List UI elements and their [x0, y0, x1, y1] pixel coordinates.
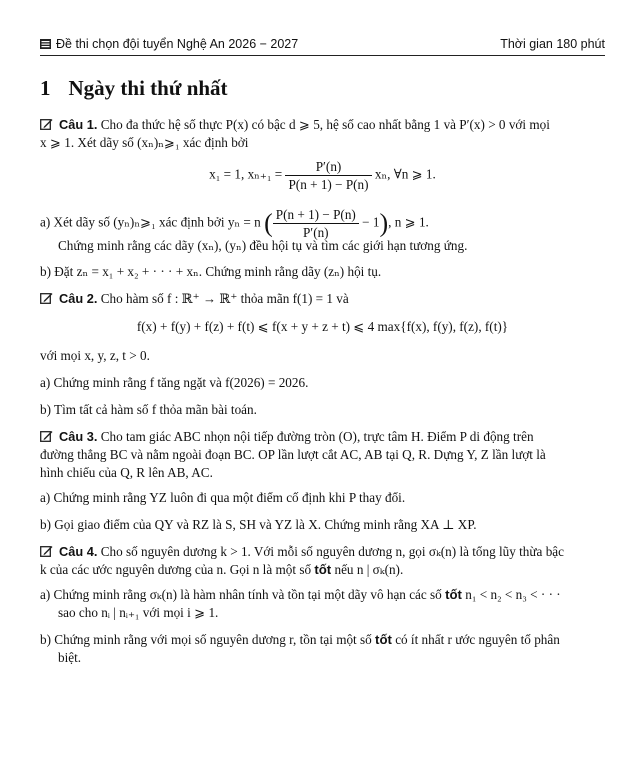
q4-part-b-line1	[40, 631, 605, 649]
q1-a-den: P′(n)	[302, 225, 329, 240]
section-heading	[40, 76, 228, 101]
page-header	[40, 37, 605, 53]
q3-part-a: a) Chứng minh rằng YZ luôn đi qua một điểm cố định khi P thay đổi.	[40, 490, 406, 505]
q1-part-b: b) Đặt zₙ = x₁ + x₂ + · · · + xₙ. Chứng minh rằng dãy (zₙ) hội tụ.	[40, 264, 382, 279]
q4-intro-line1	[40, 543, 605, 561]
q1-recurrence	[40, 158, 605, 193]
q1-eq-num: P′(n)	[285, 158, 371, 176]
q4-intro-l2-pre: k của các ước nguyên dương của n. Gọi n là một số	[40, 562, 312, 577]
paren-close: )	[379, 208, 389, 238]
q1-eq-fraction	[285, 158, 371, 193]
q2-label: Câu 2.	[59, 291, 98, 306]
q4-part-a-line2: sao cho nᵢ | nᵢ₊₁ với mọi i ⩾ 1.	[58, 605, 219, 620]
q1-eq-right: xₙ, ∀n ⩾ 1.	[374, 166, 436, 182]
q3-intro-text1: Cho tam giác ABC nhọn nội tiếp đường tròn (O), trực tâm H. Điểm P di động trên	[100, 429, 534, 444]
q1-a-post: − 1	[362, 214, 380, 230]
q1-eq-left: x₁ = 1, xₙ₊₁ =	[209, 166, 283, 182]
q1-intro-text1: Cho đa thức hệ số thực P(x) có bậc d ⩾ 5, hệ số cao nhất bằng 1 và P′(x) > 0 với mọi	[100, 117, 550, 132]
edit-icon	[40, 430, 53, 442]
q4-label: Câu 4.	[59, 544, 98, 559]
q1-intro-line2: x ⩾ 1. Xét dãy số (xₙ)ₙ⩾₁ xác định bởi	[40, 135, 249, 150]
q1-a-tail: , n ⩾ 1.	[388, 214, 429, 230]
edit-icon	[40, 545, 53, 557]
q1-a-fraction	[273, 206, 359, 241]
notebook-icon	[40, 39, 51, 49]
q1-part-a	[40, 206, 605, 241]
edit-icon	[40, 292, 53, 304]
edit-icon	[40, 118, 53, 130]
q3-part-b: b) Gọi giao điểm của QY và RZ là S, SH và YZ là X. Chứng minh rằng XA ⊥ XP.	[40, 517, 477, 532]
q4-a-post: n₁ < n₂ < n₃ < · · ·	[465, 587, 561, 602]
header-left	[40, 37, 298, 51]
header-title: Đề thi chọn đội tuyển Nghệ An 2026 − 2027	[56, 37, 299, 51]
q4-b-post: có ít nhất r ước nguyên tố phân	[395, 632, 560, 647]
q2-intro-text: Cho hàm số f : ℝ⁺ → ℝ⁺ thỏa mãn f(1) = 1 và	[100, 291, 349, 306]
q3-intro-line2: đường thẳng BC và nằm ngoài đoạn BC. OP lần lượt cắt AC, AB tại Q, R. Dựng Y, Z lần lượt là	[40, 447, 546, 462]
header-rule	[40, 55, 605, 56]
q4-intro-text1: Cho số nguyên dương k > 1. Với mỗi số nguyên dương n, gọi σₖ(n) là tổng lũy thừa bậc	[100, 544, 564, 559]
q4-intro-line2	[40, 561, 605, 579]
q3-intro-line1	[40, 428, 605, 446]
q3-label: Câu 3.	[59, 429, 98, 444]
q4-b-pre: b) Chứng minh rằng với mọi số nguyên dương r, tồn tại một số	[40, 632, 372, 647]
q2-inequality: f(x) + f(y) + f(z) + f(t) ⩽ f(x + y + z + t) ⩽ 4 max{f(x), f(y), f(z), f(t)}	[136, 319, 509, 334]
q4-intro-l2-post: nếu n | σₖ(n).	[334, 562, 404, 577]
q4-part-b-line2: biệt.	[58, 650, 82, 665]
keyword-tot: tốt	[375, 632, 392, 647]
q4-a-pre: a) Chứng minh rằng σₖ(n) là hàm nhân tính và tồn tại một dãy vô hạn các số	[40, 587, 442, 602]
q1-eq-den: P(n + 1) − P(n)	[288, 177, 369, 192]
q1-a-pre: a) Xét dãy số (yₙ)ₙ⩾₁ xác định bởi yₙ = n	[40, 214, 261, 230]
header-time: Thời gian 180 phút	[500, 37, 605, 51]
q3-intro-line3: hình chiếu của Q, R lên AB, AC.	[40, 465, 213, 480]
q1-label: Câu 1.	[59, 117, 98, 132]
section-title: Ngày thi thứ nhất	[68, 76, 228, 100]
keyword-tot: tốt	[445, 587, 462, 602]
q1-a-num: P(n + 1) − P(n)	[273, 206, 359, 224]
keyword-tot: tốt	[314, 562, 332, 577]
q1-part-a-line2: Chứng minh rằng các dãy (xₙ), (yₙ) đều hội tụ và tìm các giới hạn tương ứng.	[58, 238, 468, 253]
q1-intro-line1	[40, 116, 605, 134]
q4-part-a-line1	[40, 586, 605, 604]
paren-open: (	[264, 208, 273, 238]
q2-condition: với mọi x, y, z, t > 0.	[40, 348, 150, 363]
q2-part-a: a) Chứng minh rằng f tăng ngặt và f(2026) = 2026.	[40, 375, 309, 390]
q2-intro	[40, 290, 605, 308]
q2-part-b: b) Tìm tất cả hàm số f thỏa mãn bài toán.	[40, 402, 257, 417]
section-number: 1	[40, 76, 51, 100]
